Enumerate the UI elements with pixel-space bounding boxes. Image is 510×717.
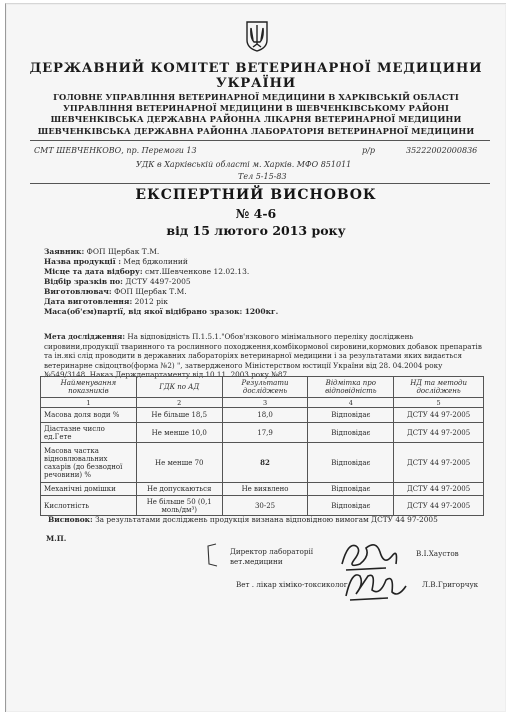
organization-line: ГОЛОВНЕ УПРАВЛІННЯ ВЕТЕРИНАРНОЇ МЕДИЦИНИ В ХАРКІВСЬКІЙ ОБЛАСТІ: [53, 92, 459, 102]
document-number: № 4-6: [235, 206, 277, 221]
field-label: Дата виготовлення:: [44, 297, 133, 306]
field-row: [44, 267, 484, 277]
vet-role: Вет . лікар хіміко-токсиколог: [236, 580, 348, 589]
organization-lines: [6, 92, 506, 137]
field-row: [44, 297, 484, 307]
field-label: Місце та дата відбору:: [44, 267, 143, 276]
column-index-row: [41, 398, 484, 408]
field-value: ФОП Щербак Т.М.: [86, 247, 160, 256]
field-label: Маса(об'єм)партії, від якої відібрано зразок:: [44, 307, 243, 316]
column-header: ГДК по АД: [136, 377, 222, 398]
field-row: [44, 247, 484, 257]
vet-signature-icon: [342, 566, 410, 606]
account-number: 35222002000836: [406, 146, 478, 155]
column-index: 2: [136, 398, 222, 408]
limit-cell: Не допускаються: [136, 483, 222, 496]
organization-line: ШЕВЧЕНКІВСЬКА ДЕРЖАВНА РАЙОННА ЛАБОРАТОРІЯ ВЕТЕРИНАРНОЇ МЕДИЦИНИ: [37, 125, 475, 136]
method-cell: ДСТУ 44 97-2005: [394, 496, 484, 516]
director-role: Директор лабораторії: [230, 547, 314, 556]
document-title: ЕКСПЕРТНИЙ ВИСНОВОК: [135, 187, 377, 203]
field-label: Відбір зразків по:: [44, 277, 123, 286]
indicator-cell: Механічні домішки: [41, 483, 137, 496]
header-divider-bottom: [30, 183, 490, 184]
field-value: смт.Шевченкове 12.02.13.: [145, 267, 250, 276]
header-divider: [30, 140, 490, 141]
indicator-cell: Діастазне число ед.Гете: [41, 423, 137, 443]
result-cell: 82: [222, 443, 308, 483]
limit-cell: Не менше 10,0: [136, 423, 222, 443]
table-row: [41, 423, 484, 443]
field-label: Виготовлювач:: [44, 287, 112, 296]
table-row: [41, 408, 484, 423]
column-index: 4: [308, 398, 394, 408]
director-role-line2: вет.медицини: [230, 557, 283, 566]
address-text: СМТ ШЕВЧЕНКОВО, пр. Перемоги 13: [34, 146, 197, 155]
account-label: р/р: [362, 146, 375, 155]
country-title: УКРАЇНИ: [215, 76, 297, 91]
compliance-cell: Відповідає: [308, 408, 394, 423]
phone-number: Тел 5-15-83: [238, 172, 287, 181]
compliance-cell: Відповідає: [308, 496, 394, 516]
column-index: 1: [41, 398, 137, 408]
result-cell: 18,0: [222, 408, 308, 423]
field-value: 1200кг.: [244, 307, 279, 316]
conclusion-label: Висновок:: [48, 515, 93, 524]
table-header-row: [41, 377, 484, 398]
document-date: від 15 лютого 2013 року: [166, 223, 346, 238]
column-index: 3: [222, 398, 308, 408]
committee-title: ДЕРЖАВНИЙ КОМІТЕТ ВЕТЕРИНАРНОЇ МЕДИЦИНИ: [29, 61, 483, 76]
field-value: ФОП Щербак Т.М.: [114, 287, 187, 296]
result-cell: 30-25: [222, 496, 308, 516]
compliance-cell: Відповідає: [308, 483, 394, 496]
bracket-mark-icon: [202, 542, 222, 568]
field-value: Мед бджолиний: [123, 257, 188, 266]
method-cell: ДСТУ 44 97-2005: [394, 408, 484, 423]
field-value: ДСТУ 4497-2005: [125, 277, 191, 286]
table-row: [41, 483, 484, 496]
column-header: Найменування показників: [41, 377, 137, 398]
bank-details: УДК в Харківській області м. Харків. МФО 851011: [136, 160, 352, 169]
field-row: [44, 307, 484, 317]
limit-cell: Не менше 70: [136, 443, 222, 483]
research-purpose: [44, 332, 484, 380]
column-header: НД та методи досліджень: [394, 377, 484, 398]
compliance-cell: Відповідає: [308, 423, 394, 443]
field-value: 2012 рік: [134, 297, 168, 306]
column-header: Результати досліджень: [222, 377, 308, 398]
method-cell: ДСТУ 44 97-2005: [394, 443, 484, 483]
limit-cell: Не більше 50 (0,1 моль/дм³): [136, 496, 222, 516]
field-label: Заявник:: [44, 247, 85, 256]
compliance-cell: Відповідає: [308, 443, 394, 483]
document-page: [5, 3, 506, 712]
results-table: [40, 376, 484, 516]
table-row: [41, 443, 484, 483]
column-index: 5: [394, 398, 484, 408]
result-cell: 17,9: [222, 423, 308, 443]
method-cell: ДСТУ 44 97-2005: [394, 483, 484, 496]
field-row: [44, 257, 484, 267]
purpose-label: Мета дослідження:: [44, 332, 126, 341]
field-label: Назва продукції :: [44, 257, 121, 266]
vet-name: Л.В.Григорчук: [422, 580, 479, 589]
indicator-cell: Масова доля води %: [41, 408, 137, 423]
trident-emblem-icon: [245, 20, 269, 52]
field-row: [44, 277, 484, 287]
column-header: Відмітка про відповідність: [308, 377, 394, 398]
limit-cell: Не більше 18,5: [136, 408, 222, 423]
stamp-place-label: М.П.: [46, 534, 67, 543]
director-name: В.І.Хаустов: [416, 549, 459, 558]
indicator-cell: Кислотність: [41, 496, 137, 516]
table-row: [41, 496, 484, 516]
sample-fields: [44, 247, 484, 317]
result-cell: Не виявлено: [222, 483, 308, 496]
organization-line: УПРАВЛІННЯ ВЕТЕРИНАРНОЇ МЕДИЦИНИ В ШЕВЧЕНКІВСЬКОМУ РАЙОНІ: [63, 103, 449, 114]
conclusion-text: За результатами досліджень продукція визнана відповідною вимогам ДСТУ 44 97-2005: [95, 515, 438, 524]
conclusion: [48, 515, 488, 524]
indicator-cell: Масова частка відновлювальних сахарів (до безводної речовини) %: [41, 443, 137, 483]
method-cell: ДСТУ 44 97-2005: [394, 423, 484, 443]
organization-line: ШЕВЧЕНКІВСЬКА ДЕРЖАВНА РАЙОННА ЛІКАРНЯ ВЕТЕРИНАРНОЇ МЕДИЦИНИ: [50, 114, 462, 125]
field-row: [44, 287, 484, 297]
purpose-text: На відповідність П.1.5.1."Обов'язкового мінімального переліку досліджень сировини,продукції тваринного та рослинного походження,комбікормової сировини,кормових добавок препаратів та ін.які слід проводити в державних лабораторіях ветеринарної медицини і за результатами яких видається ветеринарне свідоцтво(форма №2) ", затвердженого Міністерством юстиції України від 28. 04.2004 року №549/3148. Наказ Держдепартаменту від 10.11. 2003 року №87: [44, 332, 482, 380]
